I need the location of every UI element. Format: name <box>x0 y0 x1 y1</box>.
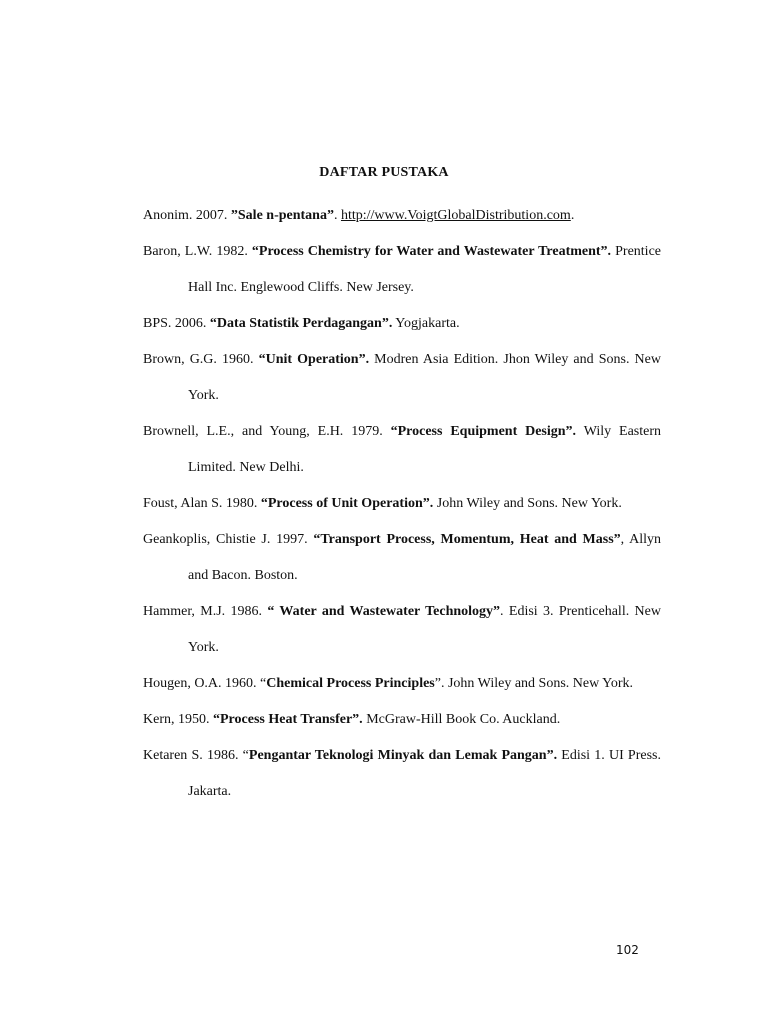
reference-title: “Process Equipment Design”. <box>390 424 577 439</box>
page-number: 102 <box>616 943 639 957</box>
reference-publisher: Wily Eastern Limited. New Delhi. <box>188 424 661 475</box>
reference-item <box>143 486 661 522</box>
reference-title: “ Water and Wastewater Technology” <box>267 604 501 619</box>
reference-item <box>143 738 661 810</box>
reference-item <box>143 522 661 594</box>
reference-title: Chemical Process Principles <box>266 676 435 691</box>
reference-item <box>143 234 661 306</box>
reference-author-year: BPS. 2006. <box>143 316 210 331</box>
reference-author-year: Brown, G.G. 1960. <box>143 352 259 367</box>
reference-list <box>143 198 661 810</box>
reference-item <box>143 414 661 486</box>
reference-title: “Unit Operation”. <box>258 352 370 367</box>
reference-separator: . <box>333 208 341 223</box>
reference-item <box>143 594 661 666</box>
reference-title: Pengantar Teknologi Minyak dan Lemak Pangan”. <box>248 748 558 763</box>
reference-item <box>143 702 661 738</box>
reference-publisher: Yogjakarta. <box>392 316 460 331</box>
reference-publisher: Prentice Hall Inc. Englewood Cliffs. New Jersey. <box>188 244 661 295</box>
reference-end: . <box>570 208 575 223</box>
reference-item <box>143 666 661 702</box>
reference-author-year: Foust, Alan S. 1980. <box>143 496 261 511</box>
reference-publisher: Modren Asia Edition. Jhon Wiley and Sons. New York. <box>188 352 661 403</box>
reference-publisher: . Edisi 3. Prenticehall. New York. <box>188 604 661 655</box>
reference-publisher: Edisi 1. UI Press. Jakarta. <box>188 748 661 799</box>
reference-publisher: ”. John Wiley and Sons. New York. <box>434 676 634 691</box>
reference-item <box>143 306 661 342</box>
reference-publisher: , Allyn and Bacon. Boston. <box>188 532 662 583</box>
reference-author-year: Anonim. 2007. <box>143 208 231 223</box>
reference-url-link[interactable]: http://www.VoigtGlobalDistribution.com <box>340 208 571 223</box>
reference-author-year: Hammer, M.J. 1986. <box>143 604 268 619</box>
reference-author-year: Kern, 1950. <box>143 712 213 727</box>
reference-title: “Process Heat Transfer”. <box>213 712 363 727</box>
reference-title: “Transport Process, Momentum, Heat and Mass” <box>313 532 621 547</box>
reference-author-year: Baron, L.W. 1982. <box>143 244 252 259</box>
reference-author-year: Geankoplis, Chistie J. 1997. <box>143 532 314 547</box>
reference-item <box>143 198 661 234</box>
reference-title: “Process of Unit Operation”. <box>260 496 434 511</box>
reference-title: ”Sale n-pentana” <box>230 208 334 223</box>
reference-author-year: Ketaren S. 1986. “ <box>143 748 249 763</box>
reference-publisher: John Wiley and Sons. New York. <box>433 496 622 511</box>
reference-title: “Process Chemistry for Water and Wastewater Treatment”. <box>251 244 612 259</box>
reference-title: “Data Statistik Perdagangan”. <box>209 316 393 331</box>
reference-item <box>143 342 661 414</box>
page-title: DAFTAR PUSTAKA <box>319 165 449 180</box>
reference-author-year: Brownell, L.E., and Young, E.H. 1979. <box>143 424 391 439</box>
reference-author-year: Hougen, O.A. 1960. “ <box>143 676 267 691</box>
reference-publisher: McGraw-Hill Book Co. Auckland. <box>362 712 561 727</box>
